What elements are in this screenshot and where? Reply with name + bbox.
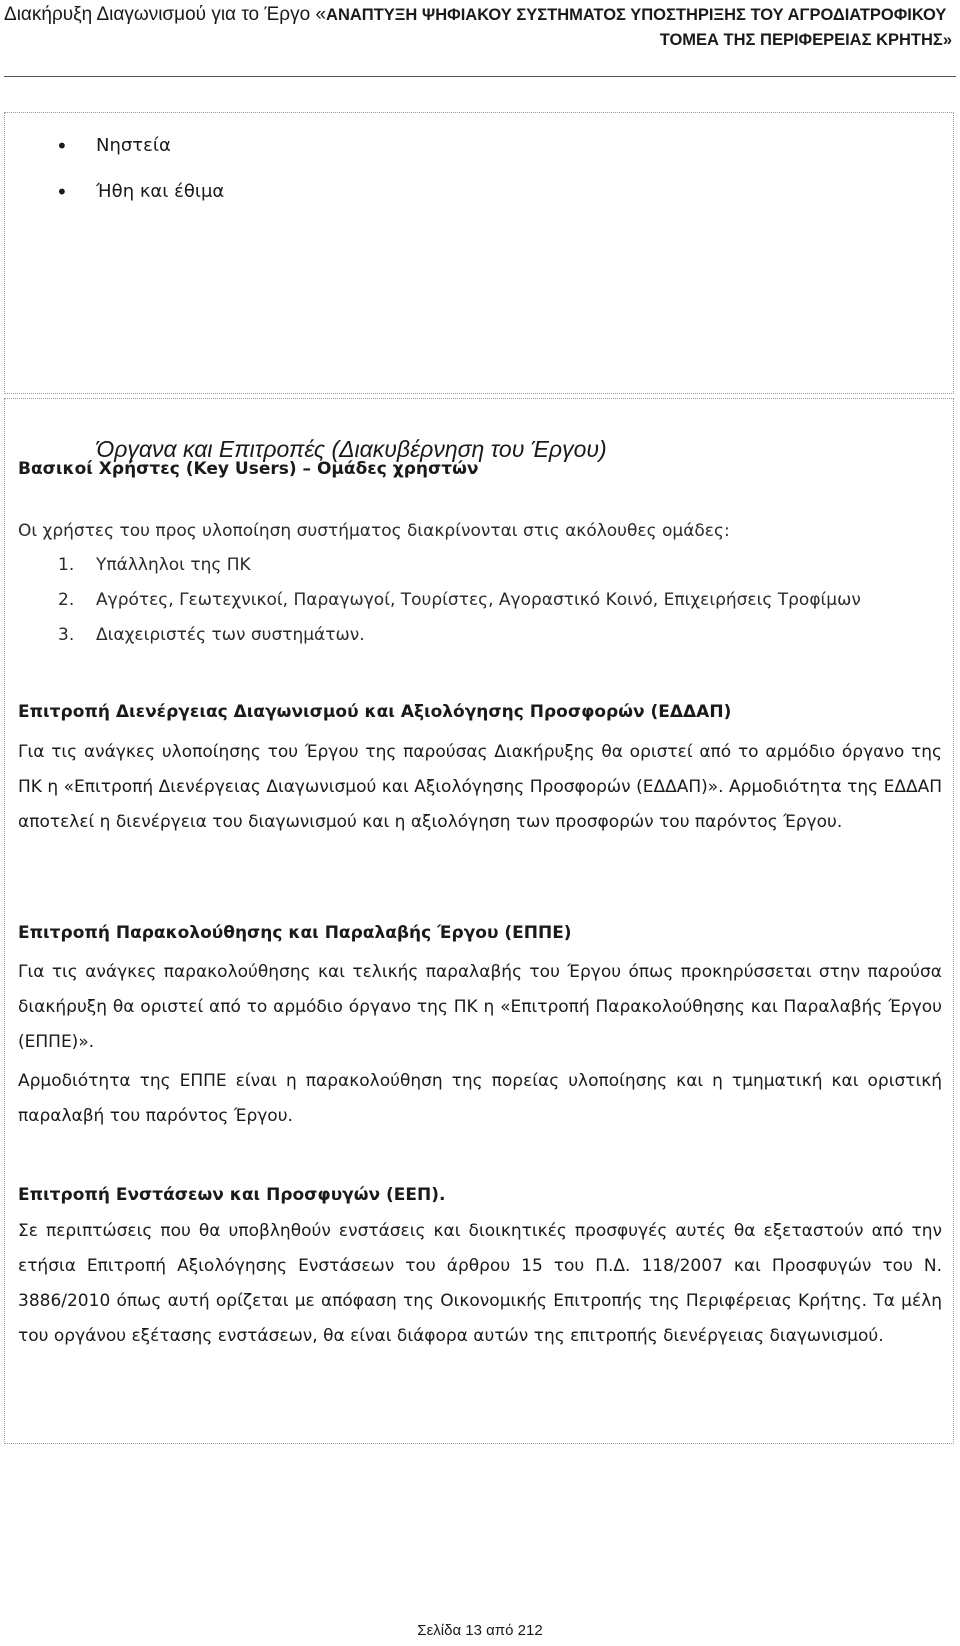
eddap-heading: Επιτροπή Διενέργειας Διαγωνισμού και Αξιολόγησης Προσφορών (ΕΔΔΑΠ) [18,702,732,722]
running-header [4,4,947,26]
eep-paragraph: Σε περιπτώσεις που θα υποβληθούν ενστάσεις και διοικητικές προσφυγές αυτές θα εξεταστούν από την ετήσια Επιτροπή Αξιολόγησης Ενστάσεων του άρθρου 15 του Π.Δ. 118/2007 και Προσφυγών του Ν. 3886/2010 όπως αυτή ορίζεται με απόφαση της Οικονομικής Επιτροπής της Περιφέρειας Κρήτης. Τα μέλη του οργάνου εξέτασης ενστάσεων, θα είναι διάφορα αυτών της επιτροπής διενέργειας διαγωνισμού. [18,1221,942,1346]
header-divider [4,76,956,77]
list-item-number: 1. [58,555,75,575]
list-item-text: Υπάλληλοι της ΠΚ [96,555,251,575]
header-title-prefix: Διακήρυξη Διαγωνισμού για το Έργο « [4,4,327,25]
bullet-item: • Νηστεία [50,128,224,174]
list-item-text: Διαχειριστές των συστημάτων. [96,625,365,645]
section-title: Όργανα και Επιτροπές (Διακυβέρνηση του Έργου) [96,436,607,462]
user-groups-list [58,548,944,653]
list-item [58,618,944,653]
bullet-item: • Ήθη και έθιμα [50,174,224,220]
header-title-line2: ΤΟΜΕΑ ΤΗΣ ΠΕΡΙΦΕΡΕΙΑΣ ΚΡΗΤΗΣ» [659,31,952,49]
key-users-heading: Βασικοί Χρήστες (Key Users) – Ομάδες χρηστών [18,459,479,479]
list-item-number: 2. [58,590,75,610]
list-item-text: Αγρότες, Γεωτεχνικοί, Παραγωγοί, Τουρίστες, Αγοραστικό Κοινό, Επιχειρήσεις Τροφίμων [96,590,861,610]
header-title-bold: ΑΝΑΠΤΥΞΗ ΨΗΦΙΑΚΟΥ ΣΥΣΤΗΜΑΤΟΣ ΥΠΟΣΤΗΡΙΞΗΣ ΤΟΥ ΑΓΡΟΔΙΑΤΡΟΦΙΚΟΥ [326,6,947,24]
eddap-paragraph: Για τις ανάγκες υλοποίησης του Έργου της παρούσας Διακήρυξης θα οριστεί από το αρμόδιο όργανο της ΠΚ η «Επιτροπή Διενέργειας Διαγωνισμού και Αξιολόγησης Προσφορών (ΕΔΔΑΠ)». Αρμοδιότητα της ΕΔΔΑΠ αποτελεί η διενέργεια του διαγωνισμού και η αξιολόγηση των προσφορών του παρόντος Έργου. [18,742,942,832]
eppe-heading: Επιτροπή Παρακολούθησης και Παραλαβής Έργου (ΕΠΠΕ) [18,923,572,943]
eppe-paragraph: Για τις ανάγκες παρακολούθησης και τελικής παραλαβής του Έργου όπως προκηρύσσεται στην παρούσα διακήρυξη θα οριστεί από το αρμόδιο όργανο της ΠΚ η «Επιτροπή Παρακολούθησης και Παραλαβής Έργου (ΕΠΠΕ)». [18,962,942,1052]
key-users-intro: Οι χρήστες του προς υλοποίηση συστήματος διακρίνονται στις ακόλουθες ομάδες: [18,521,730,541]
list-item-number: 3. [58,625,75,645]
page-number: Σελίδα 13 από 212 [417,1622,543,1639]
list-item [58,548,944,583]
bullet-list [50,128,224,220]
eep-heading: Επιτροπή Ενστάσεων και Προσφυγών (ΕΕΠ). [18,1185,446,1205]
eppe-responsibility-paragraph: Αρμοδιότητα της ΕΠΠΕ είναι η παρακολούθηση της πορείας υλοποίησης και η τμηματική και οριστική παραλαβή του παρόντος Έργου. [18,1071,942,1126]
list-item [58,583,944,618]
